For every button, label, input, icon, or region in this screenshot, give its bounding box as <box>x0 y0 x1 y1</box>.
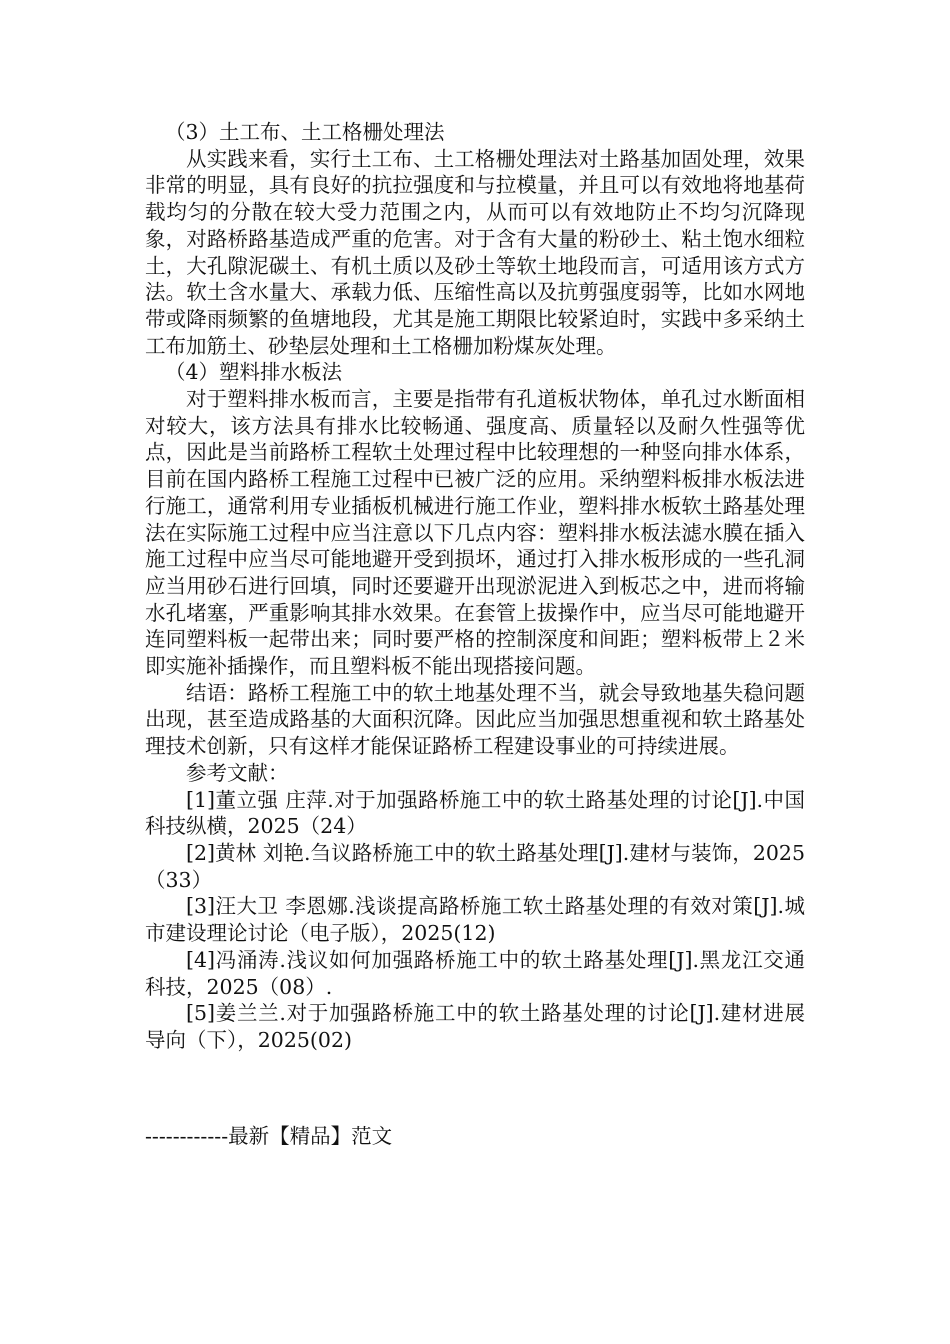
document-body <box>145 119 805 1054</box>
conclusion-paragraph: 结语：路桥工程施工中的软土地基处理不当，就会导致地基失稳问题出现，甚至造成路基的大面积沉降。因此应当加强思想重视和软土路基处理技术创新，只有这样才能保证路桥工程建设事业的可持续进展。 <box>145 680 805 759</box>
reference-item-3: [3]汪大卫 李恩娜.浅谈提高路桥施工软土路基处理的有效对策[J].城市建设理论讨论（电子版），2025(12) <box>145 894 805 946</box>
reference-item-2: [2]黄林 刘艳.刍议路桥施工中的软土路基处理[J].建材与装饰，2025（33） <box>145 840 805 892</box>
references-title: 参考文献： <box>186 760 289 785</box>
section-heading-3: （3）土工布、土工格栅处理法 <box>165 120 445 144</box>
section-paragraph-4: 对于塑料排水板而言，主要是指带有孔道板状物体，单孔过水断面相对较大，该方法具有排水比较畅通、强度高、质量轻以及耐久性强等优点，因此是当前路桥工程软土处理过程中比较理想的一种竖向排水体系，目前在国内路桥工程施工过程中已被广泛的应用。采纳塑料板排水板法进行施工，通常利用专业插板机械进行施工作业，塑料排水板软土路基处理法在实际施工过程中应当注意以下几点内容：塑料排水板法滤水膜在插入施工过程中应当尽可能地避开受到损坏，通过打入排水板形成的一些孔洞应当用砂石进行回填，同时还要避开出现淤泥进入到板芯之中，进而将输水孔堵塞，严重影响其排水效果。在套管上拔操作中，应当尽可能地避开连同塑料板一起带出来；同时要严格的控制深度和间距；塑料板带上２米即实施补插操作，而且塑料板不能出现搭接问题。 <box>145 387 805 679</box>
footer-banner: ------------最新【精品】范文 <box>145 1124 393 1148</box>
section-paragraph-3: 从实践来看，实行土工布、土工格栅处理法对土路基加固处理，效果非常的明显，具有良好的抗拉强度和与拉模量，并且可以有效地将地基荷载均匀的分散在较大受力范围之内，从而可以有效地防止不均匀沉降现象，对路桥路基造成严重的危害。对于含有大量的粉砂土、粘土饱水细粒土，大孔隙泥碳土、有机土质以及砂土等软土地段而言，可适用该方式方法。软土含水量大、承载力低、压缩性高以及抗剪强度弱等，比如水网地带或降雨频繁的鱼塘地段，尤其是施工期限比较紧迫时，实践中多采纳土工布加筋土、砂垫层处理和土工格栅加粉煤灰处理。 <box>145 146 805 358</box>
reference-item-1: [1]董立强 庄萍.对于加强路桥施工中的软土路基处理的讨论[J].中国科技纵横，2025（24） <box>145 787 805 839</box>
section-heading-4: （4）塑料排水板法 <box>165 360 343 385</box>
reference-item-4: [4]冯涌涛.浅议如何加强路桥施工中的软土路基处理[J].黑龙江交通科技，2025（08）. <box>145 947 805 999</box>
reference-item-5: [5]姜兰兰.对于加强路桥施工中的软土路基处理的讨论[J].建材进展导向（下），2025(02) <box>145 1001 805 1052</box>
